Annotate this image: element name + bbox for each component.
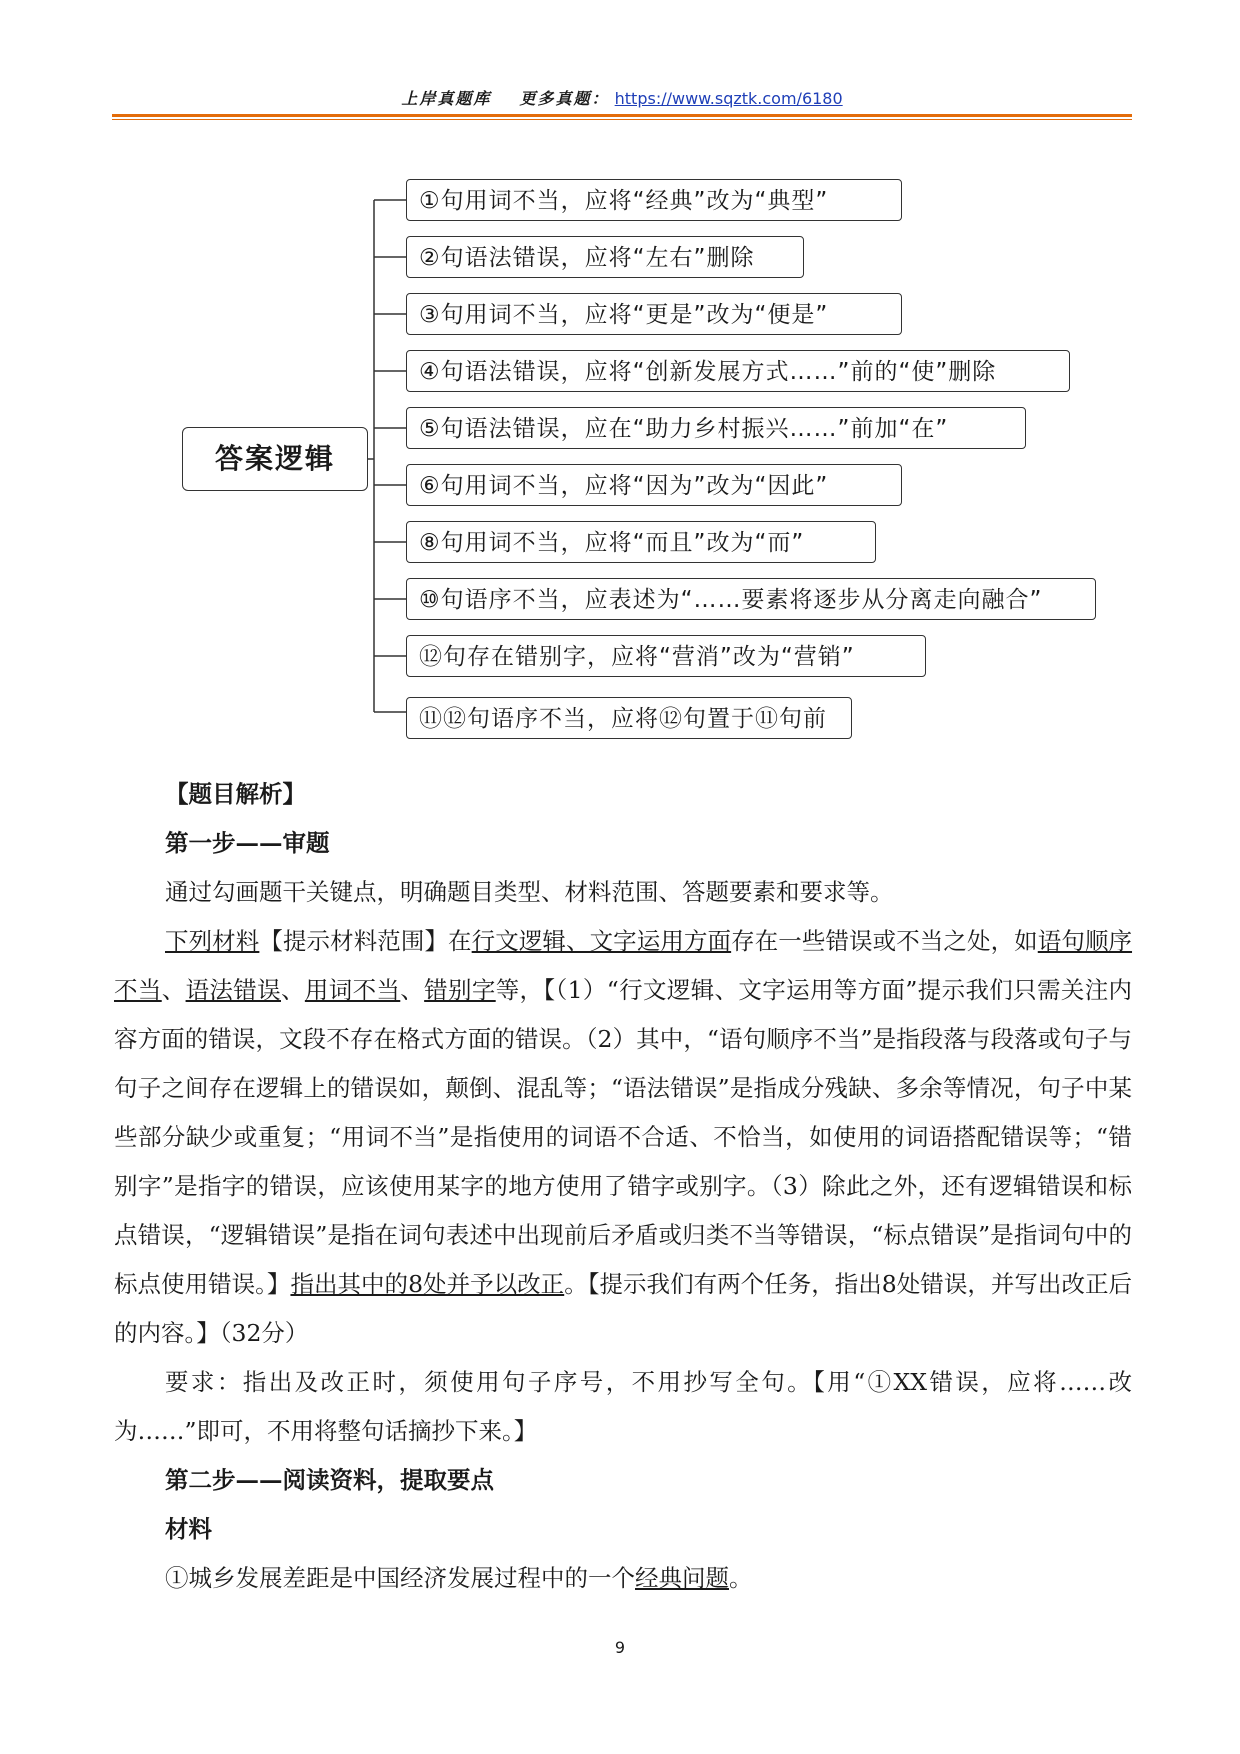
material-sentence-1 — [114, 1554, 1132, 1603]
text-segment: 、 — [400, 976, 425, 1004]
hint-explanation: 等，【（1）“行文逻辑、文字运用等方面”提示我们只需关注内容方面的错误，文段不存在格式方面的错误。（2）其中，“语句顺序不当”是指段落与段落或句子与句子之间存在逻辑上的错误如，颠倒、混乱等；“语法错误”是指成分残缺、多余等情况，句子中某些部分缺少或重复；“用词不当”是指使用的词语不合适、不恰当，如使用的词语搭配错误等；“错别字”是指字的错误，应该使用某字的地方使用了错字或别字。（3）除此之外，还有逻辑错误和标点错误，“逻辑错误”是指在词句表述中出现前后矛盾或归类不当等错误，“标点错误”是指词句中的标点使用错误。】 — [114, 976, 1133, 1298]
step1-intro: 通过勾画题干关键点，明确题目类型、材料范围、答题要素和要求等。 — [165, 878, 894, 906]
text-segment: 存在一些错误或不当之处，如 — [731, 927, 1038, 955]
material-text: ①城乡发展差距是中国经济发展过程中的一个 — [165, 1564, 635, 1592]
header-url-link[interactable]: https://www.sqztk.com/6180 — [614, 89, 843, 108]
highlight-grammar: 语法错误 — [185, 976, 281, 1004]
header-brand: 上岸真题库 — [401, 89, 492, 108]
highlight-order: 语句顺序不当 — [114, 927, 1133, 1004]
highlight-task: 指出其中的8处并予以改正 — [290, 1270, 565, 1298]
question-analysis-paragraph — [114, 917, 1132, 1358]
material-label: 材料 — [165, 1515, 212, 1543]
mindmap-item-4: ④句语法错误，应将“创新发展方式……”前的“使”删除 — [406, 350, 1070, 392]
mindmap-item-3: ③句用词不当，应将“更是”改为“便是” — [406, 293, 902, 335]
answer-logic-mindmap — [0, 0, 1240, 760]
mindmap-item-10: ⑩句语序不当，应表述为“……要素将逐步从分离走向融合” — [406, 578, 1096, 620]
mindmap-item-2: ②句语法错误，应将“左右”删除 — [406, 236, 804, 278]
step1-heading: 第一步——审题 — [165, 829, 330, 857]
mindmap-item-8: ⑧句用词不当，应将“而且”改为“而” — [406, 521, 876, 563]
header-more-label: 更多真题： — [519, 89, 610, 108]
section-heading-analysis: 【题目解析】 — [165, 780, 306, 808]
hint-text: 【提示材料范围】在 — [259, 927, 472, 955]
mindmap-item-11-12: ⑪⑫句语序不当，应将⑫句置于⑪句前 — [406, 697, 852, 739]
highlight-material: 下列材料 — [165, 927, 260, 955]
page-number: 9 — [614, 1638, 626, 1657]
analysis-content — [114, 770, 1132, 1603]
text-segment: 、 — [281, 976, 305, 1004]
text-segment: 、 — [161, 976, 186, 1004]
step2-heading: 第二步——阅读资料，提取要点 — [165, 1466, 494, 1494]
highlight-wording: 用词不当 — [304, 976, 401, 1004]
mindmap-item-6: ⑥句用词不当，应将“因为”改为“因此” — [406, 464, 902, 506]
highlight-scope: 行文逻辑、文字运用方面 — [471, 927, 732, 955]
hint-task: 。【提示我们有两个任务，指出8处错误，并写出改正后的内容。】（32分） — [114, 1270, 1133, 1347]
highlight-classic-problem: 经典问题 — [635, 1564, 729, 1592]
requirement-paragraph: 要求：指出及改正时，须使用句子序号，不用抄写全句。【用“①XX错误，应将……改为……”即可，不用将整句话摘抄下来。】 — [114, 1368, 1132, 1445]
mindmap-item-1: ①句用词不当，应将“经典”改为“典型” — [406, 179, 902, 221]
mindmap-item-12: ⑫句存在错别字，应将“营消”改为“营销” — [406, 635, 926, 677]
mindmap-root-answer-logic: 答案逻辑 — [182, 427, 368, 491]
material-text-end: 。 — [729, 1564, 753, 1592]
highlight-typo: 错别字 — [424, 976, 496, 1004]
mindmap-item-5: ⑤句语法错误，应在“助力乡村振兴……”前加“在” — [406, 407, 1026, 449]
